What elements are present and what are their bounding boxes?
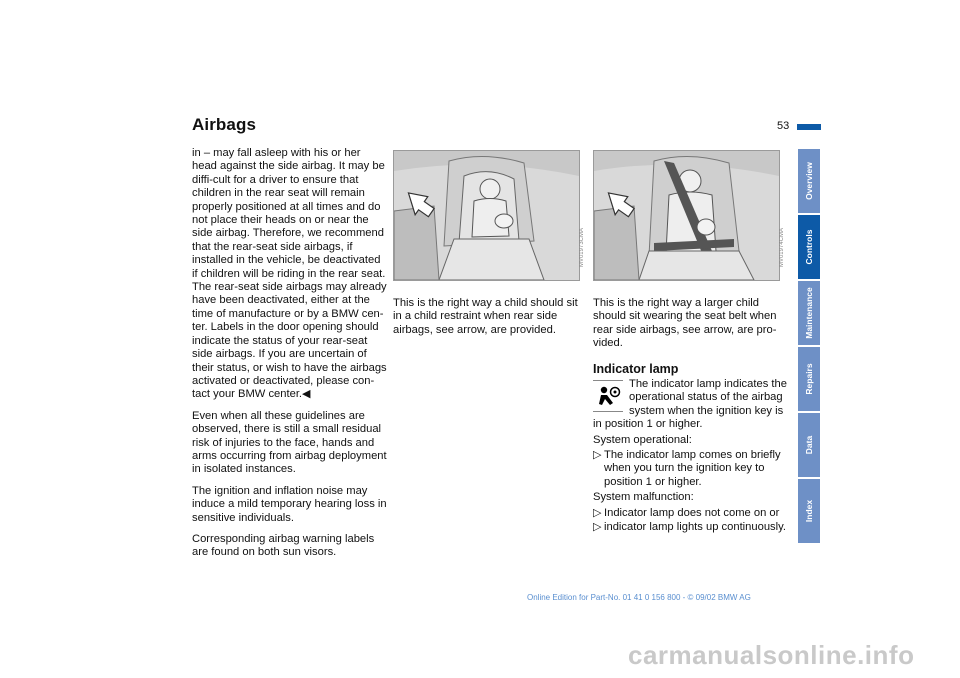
tab-data[interactable]: Data (798, 413, 820, 477)
child-restraint-illustration (393, 150, 580, 281)
tab-controls[interactable]: Controls (798, 215, 820, 279)
tab-repairs[interactable]: Repairs (798, 347, 820, 411)
image-caption: This is the right way a child should sit in a child restraint when rear side airbags, see arrow, are provided. (393, 297, 578, 336)
text-column-3 (593, 297, 789, 535)
image-code: MV01974CMA (779, 228, 785, 268)
image-code: MV01973CMA (579, 228, 585, 268)
airbag-indicator-icon (593, 380, 623, 412)
larger-child-illustration (593, 150, 780, 281)
tab-overview[interactable]: Overview (798, 149, 820, 213)
paragraph: The ignition and inflation noise may induce a mild temporary hearing loss in sensitive individuals. (192, 484, 387, 524)
child-restraint-drawing (394, 151, 579, 280)
malfunction-label: System malfunction: (593, 491, 694, 504)
watermark: carmanualsonline.info (628, 640, 915, 670)
image-caption: This is the right way a larger child should sit wearing the seat belt when rear side airbags, see arrow, are pro-vided. (593, 297, 777, 350)
list-item: ▷ Indicator lamp does not come on or (593, 506, 780, 519)
tab-maintenance[interactable]: Maintenance (798, 281, 820, 345)
larger-child-drawing (594, 151, 779, 280)
paragraph: in – may fall asleep with his or her head against the side airbag. It may be diffi-cult for a driver to ensure that children in the rear seat will remain properly positioned at all times and do not place their heads on or near the side airbag. Therefore, we recommend that the rear-seat side airbags, if installed in the vehicle, be deactivated if children will be riding in the rear seat. (192, 147, 386, 280)
bullet-arrow-icon: ▷ (593, 521, 602, 534)
paragraph: Corresponding airbag warning labels are found on both sun visors. (192, 532, 375, 559)
list-item: ▷ The indicator lamp comes on briefly when you turn the ignition key to position 1 or higher. (593, 449, 781, 488)
section-heading: Indicator lamp (593, 361, 679, 376)
footer-edition: Online Edition for Part-No. 01 41 0 156 800 - © 09/02 BMW AG (527, 593, 751, 602)
page-number-bar (797, 124, 821, 130)
page-number: 53 (777, 120, 790, 132)
lamp-text: The indicator lamp indicates the operational status of the airbag system when the ignition key is in position 1 or higher. (593, 378, 787, 431)
operational-label: System operational: (593, 433, 692, 446)
lamp-description (593, 378, 789, 432)
page-title: Airbags (192, 115, 256, 134)
text-column-1 (192, 147, 388, 560)
bullet-arrow-icon: ▷ (593, 506, 602, 519)
bullet-arrow-icon: ▷ (593, 449, 602, 462)
tab-index[interactable]: Index (798, 479, 820, 543)
paragraph: The rear-seat side airbags may already have been deactivated, either at the time of manufacture or by a BMW cen-ter. Labels in the door opening should indicate the status of your rear-seat side airbags. If you are uncertain of their status, or wish to have the airbags activated or deactivated, please con-tact your BMW center.◀ (192, 281, 387, 401)
list-item: ▷ indicator lamp lights up continuously. (593, 521, 786, 534)
paragraph: Even when all these guidelines are observed, there is still a small residual risk of injuries to the face, hands and arms occurring from airbag deployment in isolated instances. (192, 409, 387, 476)
